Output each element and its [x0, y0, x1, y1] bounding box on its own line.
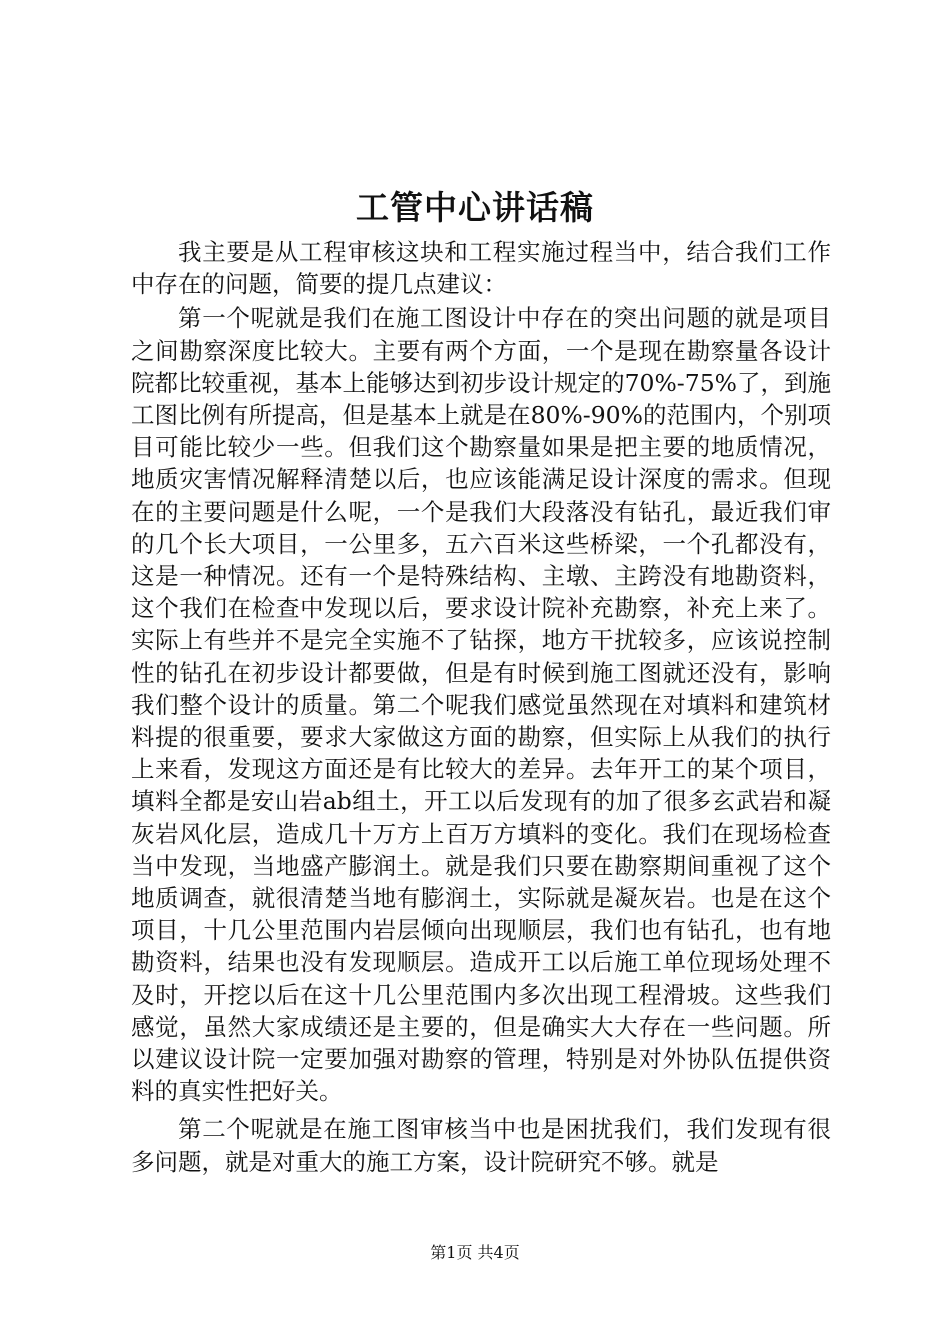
- document-body: [131, 236, 831, 1178]
- page-footer: 第1页 共4页: [430, 1243, 520, 1262]
- document-title: 工管中心讲话稿: [356, 188, 594, 227]
- paragraph-intro: 我主要是从工程审核这块和工程实施过程当中，结合我们工作中存在的问题，简要的提几点建议：: [131, 238, 831, 299]
- paragraph-second-issue: 第二个呢就是在施工图审核当中也是困扰我们，我们发现有很多问题，就是对重大的施工方案，设计院研究不够。就是: [131, 1115, 831, 1176]
- paragraph-first-issue: 第一个呢就是我们在施工图设计中存在的突出问题的就是项目之间勘察深度比较大。主要有两个方面，一个是现在勘察量各设计院都比较重视，基本上能够达到初步设计规定的70%-75%了，到施工图比例有所提高，但是基本上就是在80%-90%的范围内，个别项目可能比较少一些。但我们这个勘察量如果是把主要的地质情况，地质灾害情况解释清楚以后，也应该能满足设计深度的需求。但现在的主要问题是什么呢，一个是我们大段落没有钻孔，最近我们审的几个长大项目，一公里多，五六百米这些桥梁，一个孔都没有，这是一种情况。还有一个是特殊结构、主墩、主跨没有地勘资料，这个我们在检查中发现以后，要求设计院补充勘察，补充上来了。实际上有些并不是完全实施不了钻探，地方干扰较多，应该说控制性的钻孔在初步设计都要做，但是有时候到施工图就还没有，影响我们整个设计的质量。第二个呢我们感觉虽然现在对填料和建筑材料提的很重要，要求大家做这方面的勘察，但实际上从我们的执行上来看，发现这方面还是有比较大的差异。去年开工的某个项目，填料全都是安山岩ab组土，开工以后发现有的加了很多玄武岩和凝灰岩风化层，造成几十万方上百万方填料的变化。我们在现场检查当中发现，当地盛产膨润土。就是我们只要在勘察期间重视了这个地质调查，就很清楚当地有膨润土，实际就是凝灰岩。也是在这个项目，十几公里范围内岩层倾向出现顺层，我们也有钻孔，也有地勘资料，结果也没有发现顺层。造成开工以后施工单位现场处理不及时，开挖以后在这十几公里范围内多次出现工程滑坡。这些我们感觉，虽然大家成绩还是主要的，但是确实大大存在一些问题。所以建议设计院一定要加强对勘察的管理，特别是对外协队伍提供资料的真实性把好关。: [131, 304, 831, 1106]
